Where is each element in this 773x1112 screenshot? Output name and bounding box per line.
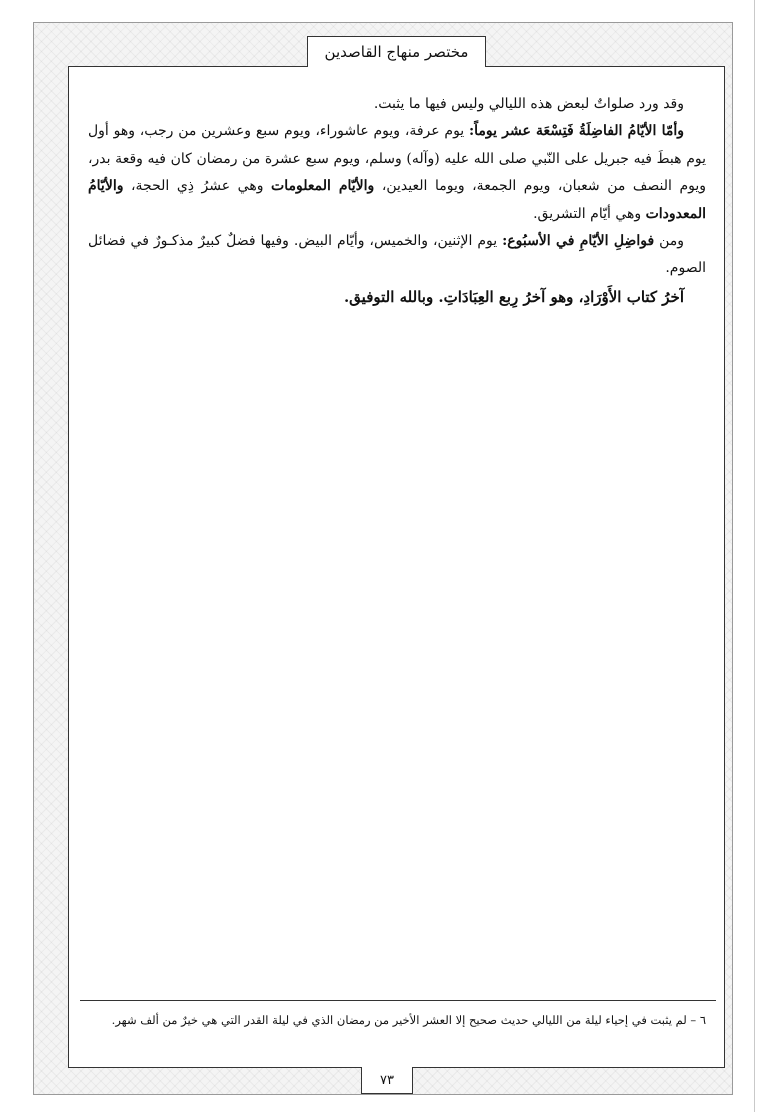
known-days-text: وهي عشرُ ذِي الحجة، — [123, 178, 272, 195]
closing-line: آخرُ كتاب الأَوْرَادِ، وهو آخرُ رِبع العِبَادَاتِ. وبالله التوفيق. — [343, 287, 684, 306]
main-text — [88, 91, 706, 311]
paragraph-weekdays — [88, 228, 706, 283]
footnote-divider — [80, 1000, 716, 1001]
heading-weekdays: فواضِلِ الأيّامِ في الأسبُوع: — [502, 233, 655, 250]
running-head-title: مختصر منهاج القاصدين — [307, 36, 486, 67]
term-known-days: والأيّام المعلومات — [271, 178, 375, 195]
footnote: ٦ – لم يثبت في إحياء ليلة من الليالي حديث صحيح إلا العشر الأخير من رمضان الذي في ليلة القدر التي هي خيرٌ من ألف شهر. — [111, 1013, 706, 1027]
page-number: ٧٣ — [361, 1067, 413, 1094]
virtuous-days-text: يوم عرفة، ويوم عاشوراء، ويوم سبع وعشرين من رجب، وهو أول يوم هبطَ فيه جبريل على النّبي صلى الله عليه (وآله) وسلم، ويوم سبع عشرة من رمضان كان فيه وقعة بدر، ويوم النصف من شعبان، ويوم الجمعة، ويوما العيدين، — [88, 123, 707, 195]
paragraph-virtuous-days — [88, 118, 706, 228]
paragraph-prayers: وقد ورد صلواتٌ لبعض هذه الليالي وليس فيها ما يثبت. — [373, 96, 684, 112]
heading-virtuous-days: وأمّا الأيّامُ الفاضِلَةُ فَتِسْعَة عشر يوماً: — [469, 123, 684, 140]
term-counted-days: والأيّامُ المعدودات — [88, 178, 706, 222]
weekdays-lead: ومن — [654, 233, 684, 250]
counted-days-text: وهي أيّام التشريق. — [533, 205, 646, 222]
page-edge-line — [754, 0, 755, 1112]
weekdays-text: يوم الإثنين، والخميس، وأيّام البيض. وفيها فضلٌ كبيرٌ مذكـورٌ في فضائل الصوم. — [88, 233, 706, 277]
